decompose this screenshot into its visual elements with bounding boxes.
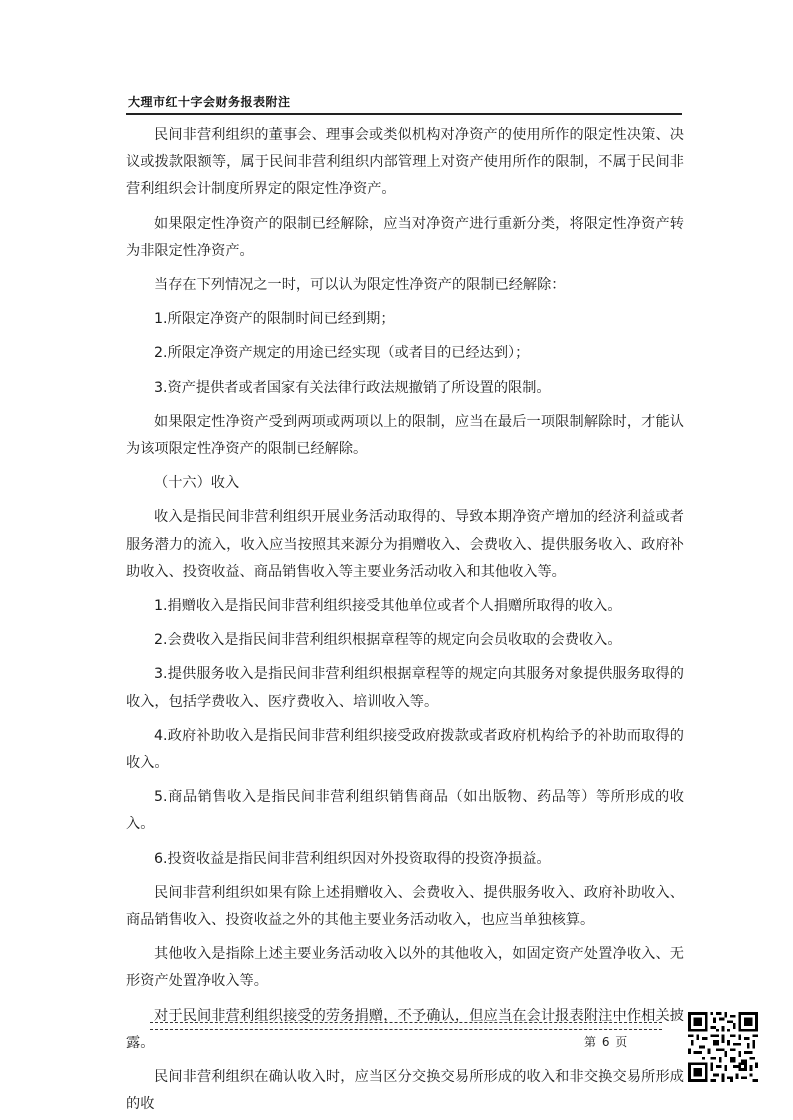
paragraph: 当存在下列情况之一时，可以认为限定性净资产的限制已经解除： <box>154 277 566 294</box>
qr-code-graphic <box>688 1012 758 1082</box>
list-item: 6.投资收益是指民间非营利组织因对外投资取得的投资净损益。 <box>154 850 551 867</box>
list-item: 2.所限定净资产规定的用途已经实现（或者目的已经达到）； <box>154 345 530 362</box>
list-item: 1.所限定净资产的限制时间已经到期； <box>154 311 395 328</box>
paragraph: 如果限定性净资产的限制已经解除，应当对净资产进行重新分类，将限定性净资产转为非限定性净资产。 <box>126 215 684 259</box>
section-heading: （十六）收入 <box>154 475 240 492</box>
list-item: 2.会费收入是指民间非营利组织根据章程等的规定向会员收取的会费收入。 <box>154 632 622 649</box>
list-item: 3.提供服务收入是指民间非营利组织根据章程等的规定向其服务对象提供服务取得的收入，包括学费收入、医疗费收入、培训收入等。 <box>126 666 684 710</box>
header-title: 大理市红十字会财务报表附注 <box>128 95 291 109</box>
paragraph: 民间非营利组织如果有除上述捐赠收入、会费收入、提供服务收入、政府补助收入、商品销售收入、投资收益之外的其他主要业务活动收入，也应当单独核算。 <box>126 884 684 929</box>
page-number: 第 6 页 <box>584 1035 629 1049</box>
footer-rule <box>150 1022 662 1023</box>
paragraph: 其他收入是指除上述主要业务活动收入以外的其他收入，如固定资产处置净收入、无形资产处置净收入等。 <box>126 946 684 990</box>
header-rule <box>126 113 682 115</box>
paragraph: 收入是指民间非营利组织开展业务活动取得的、导致本期净资产增加的经济利益或者服务潜力的流入，收入应当按照其来源分为捐赠收入、会费收入、提供服务收入、政府补助收入、投资收益、商品销售收入等主要业务活动收入和其他收入等。 <box>126 509 684 580</box>
footer-rule <box>150 1029 662 1030</box>
qr-code-icon <box>688 1012 758 1082</box>
list-item: 4.政府补助收入是指民间非营利组织接受政府拨款或者政府机构给予的补助而取得的收入。 <box>126 727 684 772</box>
list-item: 3.资产提供者或者国家有关法律行政法规撤销了所设置的限制。 <box>154 379 551 396</box>
paragraph: 民间非营利组织在确认收入时，应当区分交换交易所形成的收入和非交换交易所形成的收 <box>126 1069 684 1113</box>
paragraph: 如果限定性净资产受到两项或两项以上的限制，应当在最后一项限制解除时，才能认为该项限定性净资产的限制已经解除。 <box>126 413 684 458</box>
body-text <box>126 122 684 1119</box>
paragraph: 对于民间非营利组织接受的劳务捐赠，不予确认，但应当在会计报表附注中作相关披露。 <box>126 1007 684 1051</box>
list-item: 5.商品销售收入是指民间非营利组织销售商品（如出版物、药品等）等所形成的收入。 <box>126 789 684 833</box>
list-item: 1.捐赠收入是指民间非营利组织接受其他单位或者个人捐赠所取得的收入。 <box>154 598 622 615</box>
paragraph: 民间非营利组织的董事会、理事会或类似机构对净资产的使用所作的限定性决策、决议或拨款限额等，属于民间非营利组织内部管理上对资产使用所作的限制，不属于民间非营利组织会计制度所界定的限定性净资产。 <box>126 127 684 198</box>
